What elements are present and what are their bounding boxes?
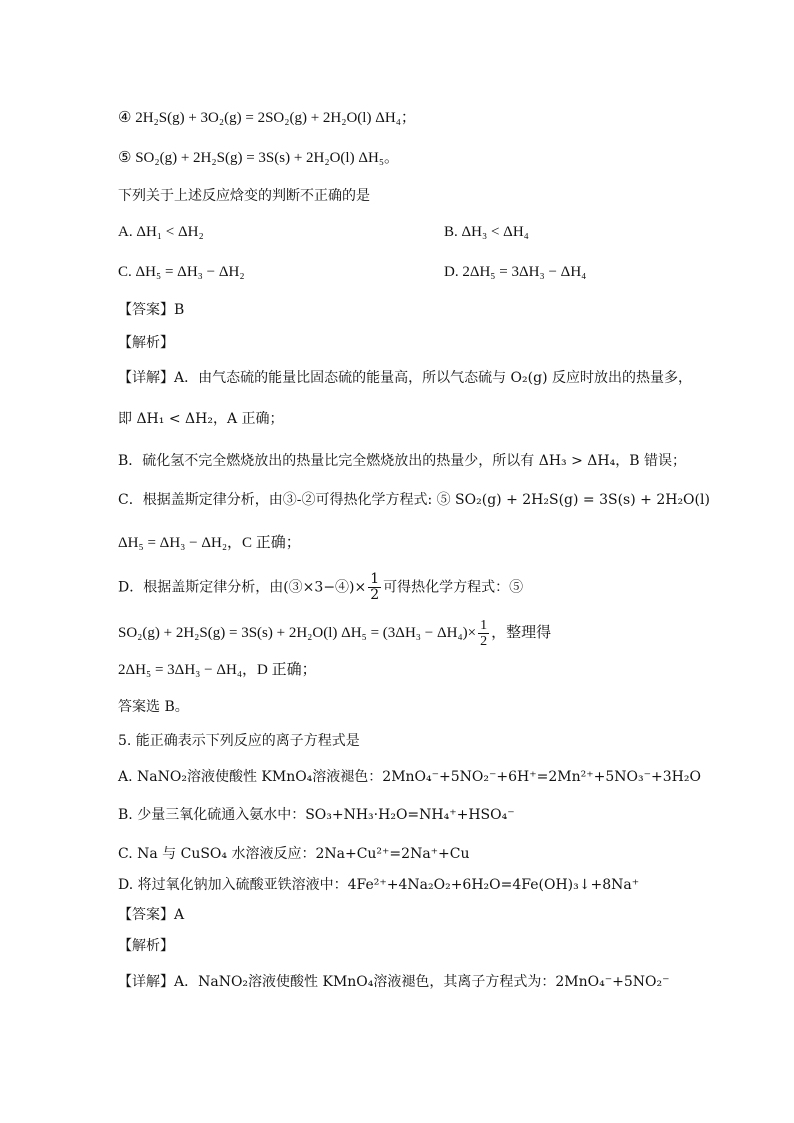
detail-d-line1 (118, 572, 523, 603)
fraction-denominator-2: 2 (480, 634, 488, 649)
detail-c-line1: C．根据盖斯定律分析，由③-②可得热化学方程式: ⑤ SO₂(g) + 2H₂S(g) = 3S(s) + 2H₂O(l) (118, 492, 710, 508)
answer-label: 【答案】B (118, 302, 185, 318)
answer-label-2: 【答案】A (118, 907, 185, 923)
equation-4: ④ 2H₂S(g) + 3O₂(g) = 2SO₂(g) + 2H₂O(l) ΔH₄； (118, 110, 416, 126)
choose-answer: 答案选 B。 (118, 699, 189, 715)
detail-b: B．硫化氢不完全燃烧放出的热量比完全燃烧放出的热量少，所以有 ΔH₃ > ΔH₄，B 错误； (118, 453, 686, 469)
detail-d-line1-post: 可得热化学方程式：⑤ (383, 579, 524, 596)
detail-c-line2: ΔH₅ = ΔH₃ − ΔH₂，C 正确； (118, 535, 301, 551)
detail-d-line2 (118, 618, 551, 649)
fraction-numerator-2: 1 (480, 618, 488, 633)
option-b: B. ΔH₃ < ΔH₄ (444, 224, 529, 240)
fraction-one-half (368, 572, 381, 603)
fraction-denominator: 2 (370, 587, 380, 603)
option-a: A. ΔH₁ < ΔH₂ (118, 224, 204, 240)
question-5-stem: 5. 能正确表示下列反应的离子方程式是 (118, 733, 360, 749)
detail-d-line1-pre: D．根据盖斯定律分析，由(③×3−④)× (118, 579, 367, 596)
option-c: C. ΔH₅ = ΔH₃ − ΔH₂ (118, 264, 245, 280)
question-5-option-a: A. NaNO₂溶液使酸性 KMnO₄溶液褪色：2MnO₄⁻+5NO₂⁻+6H⁺=2Mn²⁺+5NO₃⁻+3H₂O (118, 769, 701, 785)
question-5-option-d: D. 将过氧化钠加入硫酸亚铁溶液中：4Fe²⁺+4Na₂O₂+6H₂O=4Fe(OH)₃↓+8Na⁺ (118, 877, 640, 893)
detail-d-line3: 2ΔH₅ = 3ΔH₃ − ΔH₄，D 正确； (118, 662, 317, 678)
question-5-option-c: C. Na 与 CuSO₄ 水溶液反应：2Na+Cu²⁺=2Na⁺+Cu (118, 846, 470, 862)
detail-d-line2-pre: SO₂(g) + 2H₂S(g) = 3S(s) + 2H₂O(l) ΔH₅ = (3ΔH₃ − ΔH₄)× (118, 624, 477, 641)
analysis-label-2: 【解析】 (118, 938, 174, 954)
equation-5: ⑤ SO₂(g) + 2H₂S(g) = 3S(s) + 2H₂O(l) ΔH₅。 (118, 150, 400, 166)
option-d: D. 2ΔH₅ = 3ΔH₃ − ΔH₄ (444, 264, 587, 280)
detail-a-line2: 即 ΔH₁ < ΔH₂，A 正确； (118, 411, 284, 427)
detail-d-line2-post: ，整理得 (491, 624, 552, 641)
detail-5a: 【详解】A．NaNO₂溶液使酸性 KMnO₄溶液褪色，其离子方程式为：2MnO₄⁻+5NO₂⁻ (118, 974, 670, 990)
question-5-option-b: B. 少量三氧化硫通入氨水中：SO₃+NH₃·H₂O=NH₄⁺+HSO₄⁻ (118, 807, 515, 823)
question-stem: 下列关于上述反应焓变的判断不正确的是 (118, 188, 370, 204)
fraction-one-half-2 (478, 618, 489, 649)
analysis-label: 【解析】 (118, 335, 174, 351)
detail-a-line1: 【详解】A．由气态硫的能量比固态硫的能量高，所以气态硫与 O₂(g) 反应时放出的热量多， (118, 370, 692, 386)
fraction-numerator: 1 (370, 571, 380, 587)
